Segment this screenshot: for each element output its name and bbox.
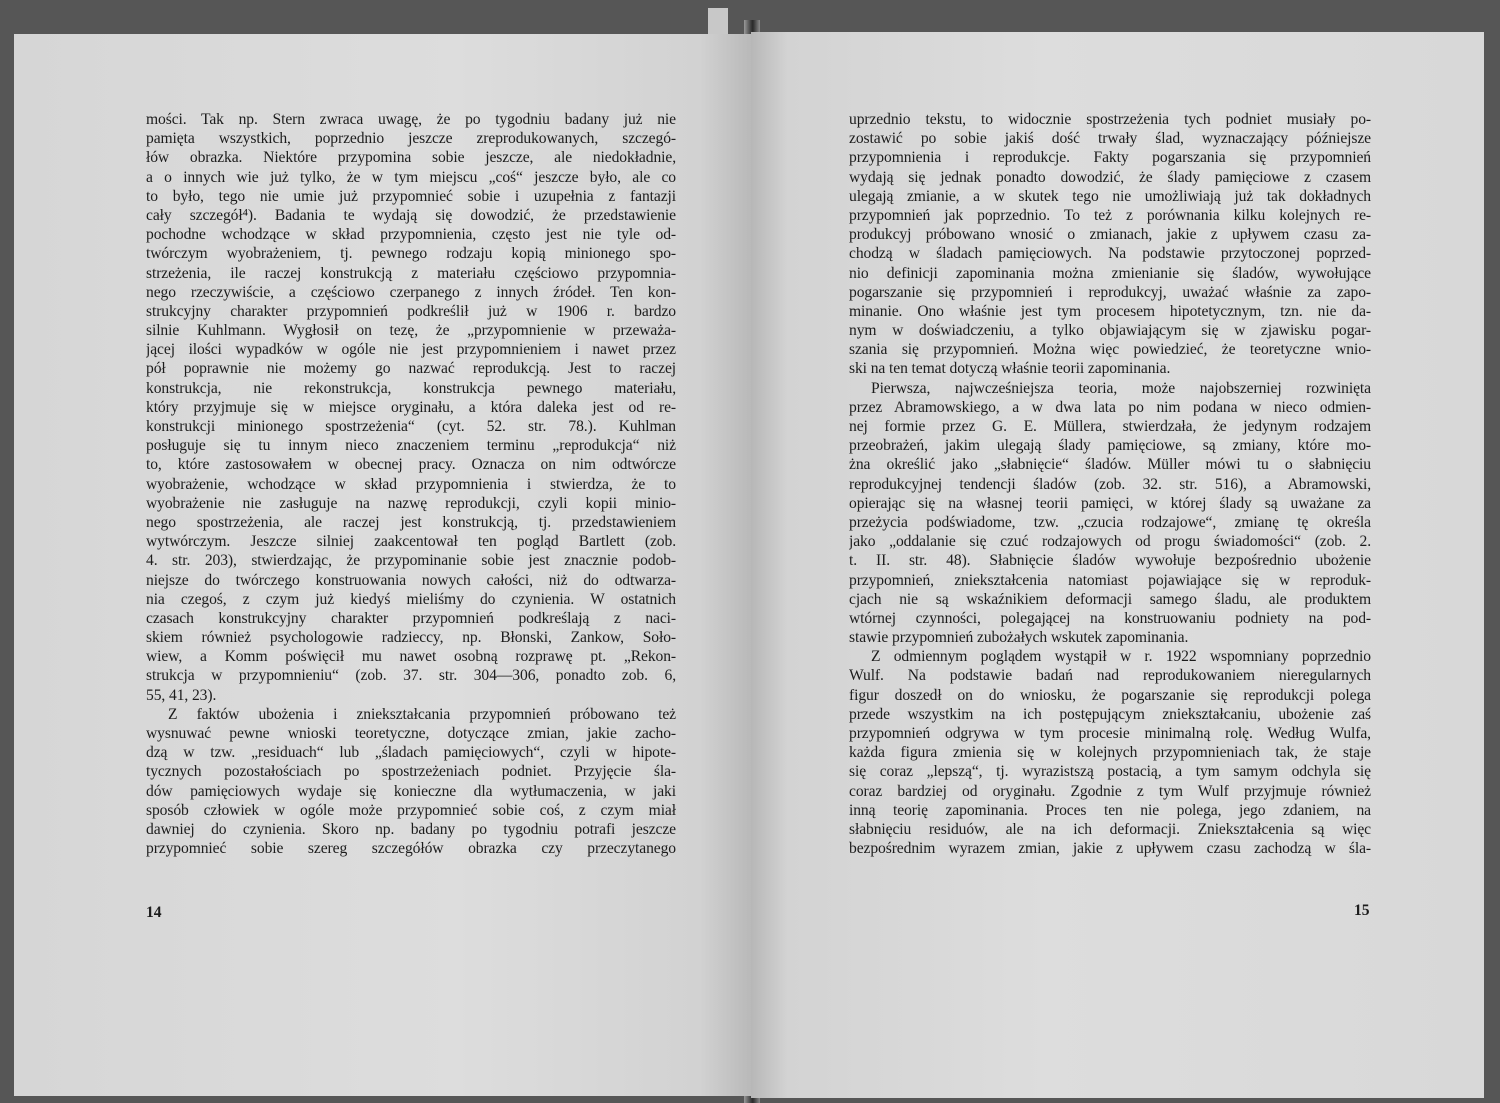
text-line: przypomnień, zniekształcenia natomiast pojawiające się w reproduk- <box>849 571 1371 589</box>
text-line: strukcja w przypomnieniu“ (zob. 37. str. 304—306, ponadto zob. 6, <box>146 667 676 685</box>
text-line: ulegają zmianie, a w skutek tego nie umożliwiają już tak dokładnych <box>849 187 1371 205</box>
text-line: strzeżenia, ile raczej konstrukcją z materiału częściowo przypomnia- <box>146 264 676 282</box>
text-line: nej formie przez G. E. Müllera, stwierdzała, że jedynym rodzajem <box>849 418 1371 435</box>
text-line: wyobrażenie, wchodzące w skład przypomnienia i stwierdza, że to <box>146 475 676 493</box>
text-line: który przyjmuje się w miejsce oryginału, a która daleka jest od re- <box>146 398 676 416</box>
text-line: żna określić jako „słabnięcie“ śladów. Müller mówi tu o słabnięciu <box>849 456 1371 474</box>
text-line: czasach konstrukcyjny charakter przypomnień podkreślają z naci- <box>146 609 676 627</box>
text-line: zostawić po sobie jakiś dość trwały ślad, wyznaczający późniejsze <box>849 130 1371 148</box>
text-line: cjach nie są wskaźnikiem deformacji samego śladu, ale produktem <box>849 590 1371 608</box>
text-line: 4. str. 203), stwierdzając, że przypominanie sobie jest znacznie podob- <box>146 552 676 570</box>
text-line: każda figura zmienia się w kolejnych przypomnieniach tak, że staje <box>849 744 1371 762</box>
text-line: produkcyj próbowano wnosić o zmianach, jakie z upływem czasu za- <box>849 226 1371 244</box>
text-line: posługuje się tu innym nieco znaczeniem terminu „reprodukcja“ niż <box>146 437 676 455</box>
text-line: ski na ten temat dotyczą właśnie teorii zapominania. <box>849 360 1171 378</box>
text-line: konstrukcja, nie rekonstrukcja, konstrukcja pewnego materiału, <box>146 379 676 397</box>
right-page <box>751 32 1484 1098</box>
text-line: Wulf. Na podstawie badań nad reprodukowaniem nieregularnych <box>849 667 1371 685</box>
text-line: słabnięciu residuów, ale na ich deformacji. Zniekształcenia są więc <box>849 820 1371 838</box>
text-line: dzą w tzw. „residuach“ lub „śladach pamięciowych“, czyli w hipote- <box>146 744 676 762</box>
text-line: pół poprawnie nie możemy go nazwać reprodukcją. Jest to raczej <box>146 360 676 378</box>
text-line: przeobrażeń, jakim ulegają ślady pamięciowe, są zmiany, które mo- <box>849 437 1371 455</box>
text-line: wydają się jednak ponadto dowodzić, że ślady pamięciowe z czasem <box>849 168 1371 186</box>
text-line: pochodne wchodzące w skład przypomnienia, często jest nie tyle od- <box>146 226 676 244</box>
text-line: skiem również psychologowie radzieccy, np. Błonski, Zankow, Soło- <box>146 629 676 647</box>
text-line: strukcyjny charakter przypomnień podkreślił już w 1906 r. bardzo <box>146 302 676 320</box>
text-line: reprodukcyjnej tendencji śladów (zob. 32. str. 516), a Abramowski, <box>849 475 1371 493</box>
text-line: dawniej do czynienia. Skoro np. badany po tygodniu potrafi jeszcze <box>146 820 676 838</box>
text-line: stawie przypomnień zubożałych wskutek zapominania. <box>849 629 1189 647</box>
text-line: łów obrazka. Niektóre przypomina sobie jeszcze, ale niedokładnie, <box>146 149 676 167</box>
right-page-body <box>849 110 1371 858</box>
text-line: się coraz „lepszą“, tj. wyrazistszą postacią, a tym samym odchyla się <box>849 763 1371 781</box>
text-line: przez Abramowskiego, a w dwa lata po nim podana w nieco odmien- <box>849 398 1371 416</box>
page-number: 14 <box>146 904 162 921</box>
text-line: przypomnień jak poprzednio. To też z porównania kilku kolejnych re- <box>849 206 1371 224</box>
text-line: nio definicji zapominania można zmienianie się śladów, wywołujące <box>849 264 1371 282</box>
text-line: przypomnień odgrywa w tym procesie minimalną rolę. Według Wulfa, <box>849 725 1371 742</box>
page-number: 15 <box>1354 902 1370 919</box>
text-line: niejsze do twórczego konstruowania nowych całości, niż do odtwarza- <box>146 571 676 589</box>
text-line: konstrukcji minionego spostrzeżenia“ (cyt. 52. str. 78.). Kuhlman <box>146 418 676 435</box>
text-line: sposób człowiek w ogóle może przypomnieć sobie coś, z czym miał <box>146 801 676 819</box>
text-line: mości. Tak np. Stern zwraca uwagę, że po tygodniu badany już nie <box>146 111 676 128</box>
text-line: to, które zastosowałem w obecnej pracy. Oznacza on nim odtwórcze <box>146 456 676 474</box>
text-line: a o innych wie już tylko, że w tym miejscu „coś“ jeszcze było, ale co <box>146 168 676 186</box>
text-line: dów pamięciowych wydaje się konieczne dla wytłumaczenia, w jaki <box>146 782 676 800</box>
text-line: szania się przypomnień. Można więc powiedzieć, że teoretyczne wnio- <box>849 341 1371 359</box>
text-line: wysnuwać pewne wnioski teoretyczne, dotyczące zmian, jakie zacho- <box>146 725 676 742</box>
text-line: nego rzeczywiście, a częściowo czerpanego z innych źródeł. Ten kon- <box>146 283 676 301</box>
text-line: przypomnienia i reprodukcje. Fakty pogarszania się przypomnień <box>849 149 1371 167</box>
text-line: t. II. str. 48). Słabnięcie śladów wywołuje bezpośrednio ubożenie <box>849 552 1371 570</box>
text-line: tycznych pozostałościach po spostrzeżeniach podniet. Przyjęcie śla- <box>146 763 676 781</box>
text-line: chodzą w śladach pamięciowych. Na podstawie przytoczonej poprzed- <box>849 245 1371 263</box>
text-line: to było, tego nie umie już przypomnieć sobie i uzupełnia z fantazji <box>146 187 676 205</box>
left-page-body <box>146 110 676 858</box>
text-line: bezpośrednim wyrazem zmian, jakie z upływem czasu zachodzą w śla- <box>849 840 1371 858</box>
text-line: Z faktów ubożenia i zniekształcania przypomnień próbowano też <box>168 705 676 723</box>
text-line: uprzednio tekstu, to widocznie spostrzeżenia tych podniet musiały po- <box>849 111 1371 128</box>
text-line: jącej ilości wypadków w ogóle nie jest przypomnieniem i nawet przez <box>146 341 676 359</box>
text-line: jako „oddalanie się czuć rodzajowych od progu świadomości“ (zob. 2. <box>849 533 1371 551</box>
text-line: nego spostrzeżenia, ale raczej jest konstrukcją, tj. przedstawieniem <box>146 513 676 531</box>
text-line: pogarszanie się przypomnień i reprodukcyj, uważać właśnie za zapo- <box>849 283 1371 301</box>
bookmark-ribbon <box>708 8 728 36</box>
text-line: Pierwsza, najwcześniejsza teoria, może najobszerniej rozwinięta <box>871 379 1371 397</box>
text-line: przeżycia podświadome, tzw. „czucia rodzajowe“, zmianę tę określa <box>849 513 1371 531</box>
text-line: 55, 41, 23). <box>146 686 217 704</box>
text-line: silnie Kuhlmann. Wygłosił on tezę, że „przypomnienie w przeważa- <box>146 322 676 340</box>
text-line: figur doszedł on do wniosku, że pogarszanie się reprodukcji polega <box>849 686 1371 704</box>
text-line: wyobrażenie nie zasługuje na nazwę reprodukcji, czyli kopii minio- <box>146 494 676 512</box>
text-line: coraz bardziej od oryginału. Zgodnie z tym Wulf przyjmuje również <box>849 782 1371 800</box>
text-line: nym w doświadczeniu, a tylko objawiającym się w zjawisku pogar- <box>849 322 1371 340</box>
text-line: wiew, a Komm poświęcił mu nawet osobną rozprawę pt. „Rekon- <box>146 648 676 666</box>
left-page <box>14 34 751 1096</box>
text-line: Z odmiennym poglądem wystąpił w r. 1922 wspomniany poprzednio <box>871 648 1371 666</box>
text-line: przypomnieć sobie szereg szczegółów obrazka czy przeczytanego <box>146 840 676 858</box>
text-line: minanie. Ono właśnie jest tym procesem hipotetycznym, tzn. nie da- <box>849 302 1371 320</box>
text-line: wytwórczym. Jeszcze silniej zaakcentował ten pogląd Bartlett (zob. <box>146 533 676 551</box>
text-line: inną teorię zapominania. Proces ten nie polega, jego zdaniem, na <box>849 801 1371 819</box>
text-line: cały szczegół⁴). Badania te wydają się dowodzić, że przedstawienie <box>146 206 676 224</box>
text-line: twórczym wyobrażeniem, tj. pewnego rodzaju kopią minionego spo- <box>146 245 676 263</box>
text-line: wtórnej czynności, polegającej na konstruowaniu podniety na pod- <box>849 609 1371 627</box>
text-line: nia czegoś, z czym już kiedyś mieliśmy do czynienia. W ostatnich <box>146 590 676 608</box>
text-line: przede wszystkim na ich postępującym zniekształcaniu, ubożenie zaś <box>849 705 1371 723</box>
text-line: pamięta wszystkich, poprzednio jeszcze zreprodukowanych, szczegó- <box>146 130 676 148</box>
text-line: opierając się na własnej teorii pamięci, w której ślady są uważane za <box>849 494 1371 512</box>
